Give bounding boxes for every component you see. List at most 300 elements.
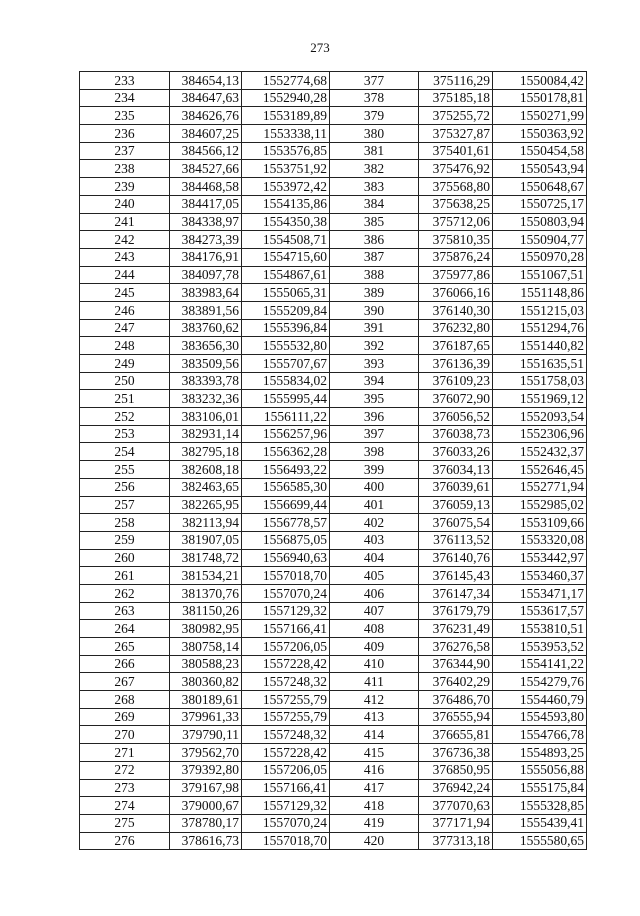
- y-coordinate-cell: 1557228,42: [242, 744, 330, 762]
- point-number-cell: 249: [80, 355, 170, 373]
- x-coordinate-cell: 381907,05: [170, 531, 242, 549]
- page-number: 273: [310, 40, 330, 55]
- point-number-cell: 246: [80, 301, 170, 319]
- x-coordinate-cell: 376075,54: [419, 514, 493, 532]
- table-row: [80, 160, 587, 178]
- y-coordinate-cell: 1551294,76: [493, 319, 587, 337]
- y-coordinate-cell: 1556699,44: [242, 496, 330, 514]
- y-coordinate-cell: 1552646,45: [493, 461, 587, 479]
- y-coordinate-cell: 1552774,68: [242, 72, 330, 90]
- table-row: [80, 266, 587, 284]
- y-coordinate-cell: 1557248,32: [242, 726, 330, 744]
- y-coordinate-cell: 1552093,54: [493, 408, 587, 426]
- table-row: [80, 337, 587, 355]
- table-row: [80, 567, 587, 585]
- table-row: [80, 744, 587, 762]
- point-number-cell: 414: [330, 726, 419, 744]
- table-row: [80, 761, 587, 779]
- y-coordinate-cell: 1555175,84: [493, 779, 587, 797]
- x-coordinate-cell: 378780,17: [170, 814, 242, 832]
- table-row: [80, 779, 587, 797]
- x-coordinate-cell: 381150,26: [170, 602, 242, 620]
- y-coordinate-cell: 1555995,44: [242, 390, 330, 408]
- table-row: [80, 814, 587, 832]
- y-coordinate-cell: 1554593,80: [493, 708, 587, 726]
- x-coordinate-cell: 380982,95: [170, 620, 242, 638]
- point-number-cell: 389: [330, 284, 419, 302]
- x-coordinate-cell: 375476,92: [419, 160, 493, 178]
- x-coordinate-cell: 382265,95: [170, 496, 242, 514]
- x-coordinate-cell: 383891,56: [170, 301, 242, 319]
- table-row: [80, 443, 587, 461]
- point-number-cell: 378: [330, 89, 419, 107]
- x-coordinate-cell: 376231,49: [419, 620, 493, 638]
- point-number-cell: 266: [80, 655, 170, 673]
- point-number-cell: 270: [80, 726, 170, 744]
- x-coordinate-cell: 375327,87: [419, 125, 493, 143]
- point-number-cell: 234: [80, 89, 170, 107]
- point-number-cell: 406: [330, 584, 419, 602]
- table-row: [80, 531, 587, 549]
- point-number-cell: 251: [80, 390, 170, 408]
- table-row: [80, 549, 587, 567]
- table-row: [80, 248, 587, 266]
- x-coordinate-cell: 376179,79: [419, 602, 493, 620]
- y-coordinate-cell: 1555707,67: [242, 355, 330, 373]
- x-coordinate-cell: 382608,18: [170, 461, 242, 479]
- y-coordinate-cell: 1555439,41: [493, 814, 587, 832]
- x-coordinate-cell: 376850,95: [419, 761, 493, 779]
- point-number-cell: 272: [80, 761, 170, 779]
- x-coordinate-cell: 376276,58: [419, 638, 493, 656]
- point-number-cell: 399: [330, 461, 419, 479]
- x-coordinate-cell: 382113,94: [170, 514, 242, 532]
- table-row: [80, 708, 587, 726]
- coordinates-table-body: [80, 72, 587, 850]
- y-coordinate-cell: 1553320,08: [493, 531, 587, 549]
- point-number-cell: 237: [80, 142, 170, 160]
- point-number-cell: 401: [330, 496, 419, 514]
- y-coordinate-cell: 1553751,92: [242, 160, 330, 178]
- point-number-cell: 402: [330, 514, 419, 532]
- x-coordinate-cell: 384647,63: [170, 89, 242, 107]
- x-coordinate-cell: 376056,52: [419, 408, 493, 426]
- point-number-cell: 267: [80, 673, 170, 691]
- x-coordinate-cell: 377171,94: [419, 814, 493, 832]
- x-coordinate-cell: 376140,76: [419, 549, 493, 567]
- x-coordinate-cell: 380189,61: [170, 691, 242, 709]
- point-number-cell: 386: [330, 231, 419, 249]
- y-coordinate-cell: 1550725,17: [493, 195, 587, 213]
- y-coordinate-cell: 1553953,52: [493, 638, 587, 656]
- point-number-cell: 269: [80, 708, 170, 726]
- x-coordinate-cell: 375401,61: [419, 142, 493, 160]
- x-coordinate-cell: 381534,21: [170, 567, 242, 585]
- point-number-cell: 275: [80, 814, 170, 832]
- x-coordinate-cell: 375116,29: [419, 72, 493, 90]
- point-number-cell: 396: [330, 408, 419, 426]
- y-coordinate-cell: 1557129,32: [242, 602, 330, 620]
- x-coordinate-cell: 383760,62: [170, 319, 242, 337]
- y-coordinate-cell: 1556257,96: [242, 425, 330, 443]
- point-number-cell: 256: [80, 478, 170, 496]
- point-number-cell: 384: [330, 195, 419, 213]
- coordinates-table: [79, 71, 587, 850]
- point-number-cell: 404: [330, 549, 419, 567]
- point-number-cell: 392: [330, 337, 419, 355]
- x-coordinate-cell: 381748,72: [170, 549, 242, 567]
- x-coordinate-cell: 382795,18: [170, 443, 242, 461]
- point-number-cell: 252: [80, 408, 170, 426]
- table-row: [80, 514, 587, 532]
- point-number-cell: 395: [330, 390, 419, 408]
- x-coordinate-cell: 376187,65: [419, 337, 493, 355]
- point-number-cell: 409: [330, 638, 419, 656]
- x-coordinate-cell: 382463,65: [170, 478, 242, 496]
- point-number-cell: 258: [80, 514, 170, 532]
- table-row: [80, 301, 587, 319]
- point-number-cell: 235: [80, 107, 170, 125]
- y-coordinate-cell: 1555396,84: [242, 319, 330, 337]
- point-number-cell: 387: [330, 248, 419, 266]
- point-number-cell: 394: [330, 372, 419, 390]
- point-number-cell: 413: [330, 708, 419, 726]
- x-coordinate-cell: 380588,23: [170, 655, 242, 673]
- x-coordinate-cell: 384468,58: [170, 178, 242, 196]
- y-coordinate-cell: 1550970,28: [493, 248, 587, 266]
- x-coordinate-cell: 383106,01: [170, 408, 242, 426]
- x-coordinate-cell: 376109,23: [419, 372, 493, 390]
- x-coordinate-cell: 375876,24: [419, 248, 493, 266]
- point-number-cell: 241: [80, 213, 170, 231]
- x-coordinate-cell: 375185,18: [419, 89, 493, 107]
- y-coordinate-cell: 1556778,57: [242, 514, 330, 532]
- y-coordinate-cell: 1553189,89: [242, 107, 330, 125]
- y-coordinate-cell: 1557206,05: [242, 638, 330, 656]
- y-coordinate-cell: 1552306,96: [493, 425, 587, 443]
- y-coordinate-cell: 1555834,02: [242, 372, 330, 390]
- point-number-cell: 248: [80, 337, 170, 355]
- table-row: [80, 655, 587, 673]
- table-row: [80, 125, 587, 143]
- table-row: [80, 496, 587, 514]
- y-coordinate-cell: 1551440,82: [493, 337, 587, 355]
- point-number-cell: 388: [330, 266, 419, 284]
- x-coordinate-cell: 376736,38: [419, 744, 493, 762]
- y-coordinate-cell: 1557206,05: [242, 761, 330, 779]
- y-coordinate-cell: 1557166,41: [242, 620, 330, 638]
- point-number-cell: 412: [330, 691, 419, 709]
- point-number-cell: 380: [330, 125, 419, 143]
- y-coordinate-cell: 1557018,70: [242, 567, 330, 585]
- point-number-cell: 377: [330, 72, 419, 90]
- y-coordinate-cell: 1550271,99: [493, 107, 587, 125]
- y-coordinate-cell: 1554350,38: [242, 213, 330, 231]
- point-number-cell: 240: [80, 195, 170, 213]
- point-number-cell: 417: [330, 779, 419, 797]
- x-coordinate-cell: 376039,61: [419, 478, 493, 496]
- point-number-cell: 274: [80, 797, 170, 815]
- y-coordinate-cell: 1552432,37: [493, 443, 587, 461]
- point-number-cell: 382: [330, 160, 419, 178]
- point-number-cell: 397: [330, 425, 419, 443]
- y-coordinate-cell: 1553617,57: [493, 602, 587, 620]
- y-coordinate-cell: 1557070,24: [242, 584, 330, 602]
- table-row: [80, 195, 587, 213]
- point-number-cell: 408: [330, 620, 419, 638]
- table-row: [80, 726, 587, 744]
- y-coordinate-cell: 1553576,85: [242, 142, 330, 160]
- point-number-cell: 257: [80, 496, 170, 514]
- x-coordinate-cell: 384417,05: [170, 195, 242, 213]
- x-coordinate-cell: 376034,13: [419, 461, 493, 479]
- y-coordinate-cell: 1550178,81: [493, 89, 587, 107]
- x-coordinate-cell: 384654,13: [170, 72, 242, 90]
- x-coordinate-cell: 379000,67: [170, 797, 242, 815]
- y-coordinate-cell: 1551635,51: [493, 355, 587, 373]
- table-row: [80, 355, 587, 373]
- table-row: [80, 372, 587, 390]
- y-coordinate-cell: 1555532,80: [242, 337, 330, 355]
- point-number-cell: 271: [80, 744, 170, 762]
- y-coordinate-cell: 1551215,03: [493, 301, 587, 319]
- x-coordinate-cell: 379790,11: [170, 726, 242, 744]
- table-row: [80, 797, 587, 815]
- point-number-cell: 398: [330, 443, 419, 461]
- point-number-cell: 253: [80, 425, 170, 443]
- y-coordinate-cell: 1557255,79: [242, 708, 330, 726]
- y-coordinate-cell: 1554715,60: [242, 248, 330, 266]
- point-number-cell: 419: [330, 814, 419, 832]
- x-coordinate-cell: 376066,16: [419, 284, 493, 302]
- y-coordinate-cell: 1550454,58: [493, 142, 587, 160]
- x-coordinate-cell: 379167,98: [170, 779, 242, 797]
- point-number-cell: 385: [330, 213, 419, 231]
- table-row: [80, 478, 587, 496]
- point-number-cell: 420: [330, 832, 419, 850]
- y-coordinate-cell: 1552771,94: [493, 478, 587, 496]
- table-row: [80, 284, 587, 302]
- y-coordinate-cell: 1553810,51: [493, 620, 587, 638]
- y-coordinate-cell: 1556875,05: [242, 531, 330, 549]
- point-number-cell: 415: [330, 744, 419, 762]
- point-number-cell: 390: [330, 301, 419, 319]
- point-number-cell: 393: [330, 355, 419, 373]
- y-coordinate-cell: 1550648,67: [493, 178, 587, 196]
- table-row: [80, 461, 587, 479]
- x-coordinate-cell: 384273,39: [170, 231, 242, 249]
- x-coordinate-cell: 383656,30: [170, 337, 242, 355]
- x-coordinate-cell: 379392,80: [170, 761, 242, 779]
- x-coordinate-cell: 382931,14: [170, 425, 242, 443]
- x-coordinate-cell: 384338,97: [170, 213, 242, 231]
- y-coordinate-cell: 1550084,42: [493, 72, 587, 90]
- y-coordinate-cell: 1554867,61: [242, 266, 330, 284]
- point-number-cell: 276: [80, 832, 170, 850]
- point-number-cell: 411: [330, 673, 419, 691]
- x-coordinate-cell: 375712,06: [419, 213, 493, 231]
- x-coordinate-cell: 375568,80: [419, 178, 493, 196]
- y-coordinate-cell: 1554279,76: [493, 673, 587, 691]
- y-coordinate-cell: 1556493,22: [242, 461, 330, 479]
- point-number-cell: 261: [80, 567, 170, 585]
- point-number-cell: 263: [80, 602, 170, 620]
- table-row: [80, 673, 587, 691]
- table-row: [80, 107, 587, 125]
- y-coordinate-cell: 1552940,28: [242, 89, 330, 107]
- point-number-cell: 262: [80, 584, 170, 602]
- y-coordinate-cell: 1550803,94: [493, 213, 587, 231]
- x-coordinate-cell: 376033,26: [419, 443, 493, 461]
- table-row: [80, 638, 587, 656]
- point-number-cell: 379: [330, 107, 419, 125]
- point-number-cell: 418: [330, 797, 419, 815]
- point-number-cell: 410: [330, 655, 419, 673]
- point-number-cell: 400: [330, 478, 419, 496]
- y-coordinate-cell: 1557248,32: [242, 673, 330, 691]
- x-coordinate-cell: 376655,81: [419, 726, 493, 744]
- x-coordinate-cell: 381370,76: [170, 584, 242, 602]
- x-coordinate-cell: 376038,73: [419, 425, 493, 443]
- point-number-cell: 236: [80, 125, 170, 143]
- y-coordinate-cell: 1550904,77: [493, 231, 587, 249]
- x-coordinate-cell: 383509,56: [170, 355, 242, 373]
- point-number-cell: 250: [80, 372, 170, 390]
- point-number-cell: 273: [80, 779, 170, 797]
- table-row: [80, 602, 587, 620]
- y-coordinate-cell: 1550543,94: [493, 160, 587, 178]
- y-coordinate-cell: 1553471,17: [493, 584, 587, 602]
- y-coordinate-cell: 1553109,66: [493, 514, 587, 532]
- x-coordinate-cell: 384626,76: [170, 107, 242, 125]
- point-number-cell: 244: [80, 266, 170, 284]
- y-coordinate-cell: 1551969,12: [493, 390, 587, 408]
- x-coordinate-cell: 377070,63: [419, 797, 493, 815]
- point-number-cell: 238: [80, 160, 170, 178]
- x-coordinate-cell: 384527,66: [170, 160, 242, 178]
- y-coordinate-cell: 1554893,25: [493, 744, 587, 762]
- x-coordinate-cell: 376145,43: [419, 567, 493, 585]
- table-row: [80, 72, 587, 90]
- point-number-cell: 245: [80, 284, 170, 302]
- x-coordinate-cell: 376232,80: [419, 319, 493, 337]
- x-coordinate-cell: 376486,70: [419, 691, 493, 709]
- table-row: [80, 691, 587, 709]
- y-coordinate-cell: 1553460,37: [493, 567, 587, 585]
- x-coordinate-cell: 383232,36: [170, 390, 242, 408]
- x-coordinate-cell: 384176,91: [170, 248, 242, 266]
- x-coordinate-cell: 383393,78: [170, 372, 242, 390]
- x-coordinate-cell: 384097,78: [170, 266, 242, 284]
- point-number-cell: 255: [80, 461, 170, 479]
- y-coordinate-cell: 1556362,28: [242, 443, 330, 461]
- y-coordinate-cell: 1557228,42: [242, 655, 330, 673]
- x-coordinate-cell: 384566,12: [170, 142, 242, 160]
- x-coordinate-cell: 376147,34: [419, 584, 493, 602]
- y-coordinate-cell: 1552985,02: [493, 496, 587, 514]
- x-coordinate-cell: 376136,39: [419, 355, 493, 373]
- table-row: [80, 142, 587, 160]
- x-coordinate-cell: 377313,18: [419, 832, 493, 850]
- table-row: [80, 832, 587, 850]
- point-number-cell: 233: [80, 72, 170, 90]
- x-coordinate-cell: 375638,25: [419, 195, 493, 213]
- table-row: [80, 390, 587, 408]
- table-row: [80, 620, 587, 638]
- x-coordinate-cell: 376402,29: [419, 673, 493, 691]
- y-coordinate-cell: 1555209,84: [242, 301, 330, 319]
- point-number-cell: 391: [330, 319, 419, 337]
- x-coordinate-cell: 376942,24: [419, 779, 493, 797]
- point-number-cell: 407: [330, 602, 419, 620]
- y-coordinate-cell: 1557166,41: [242, 779, 330, 797]
- table-row: [80, 584, 587, 602]
- y-coordinate-cell: 1554508,71: [242, 231, 330, 249]
- point-number-cell: 268: [80, 691, 170, 709]
- point-number-cell: 405: [330, 567, 419, 585]
- table-row: [80, 425, 587, 443]
- x-coordinate-cell: 384607,25: [170, 125, 242, 143]
- point-number-cell: 403: [330, 531, 419, 549]
- y-coordinate-cell: 1557018,70: [242, 832, 330, 850]
- point-number-cell: 254: [80, 443, 170, 461]
- y-coordinate-cell: 1555580,65: [493, 832, 587, 850]
- x-coordinate-cell: 383983,64: [170, 284, 242, 302]
- y-coordinate-cell: 1551067,51: [493, 266, 587, 284]
- y-coordinate-cell: 1554460,79: [493, 691, 587, 709]
- x-coordinate-cell: 378616,73: [170, 832, 242, 850]
- point-number-cell: 416: [330, 761, 419, 779]
- table-row: [80, 89, 587, 107]
- x-coordinate-cell: 376140,30: [419, 301, 493, 319]
- table-row: [80, 231, 587, 249]
- x-coordinate-cell: 375810,35: [419, 231, 493, 249]
- y-coordinate-cell: 1557070,24: [242, 814, 330, 832]
- point-number-cell: 260: [80, 549, 170, 567]
- x-coordinate-cell: 376072,90: [419, 390, 493, 408]
- y-coordinate-cell: 1556111,22: [242, 408, 330, 426]
- point-number-cell: 243: [80, 248, 170, 266]
- point-number-cell: 242: [80, 231, 170, 249]
- x-coordinate-cell: 380758,14: [170, 638, 242, 656]
- table-row: [80, 178, 587, 196]
- y-coordinate-cell: 1550363,92: [493, 125, 587, 143]
- y-coordinate-cell: 1555056,88: [493, 761, 587, 779]
- y-coordinate-cell: 1554141,22: [493, 655, 587, 673]
- point-number-cell: 247: [80, 319, 170, 337]
- x-coordinate-cell: 379562,70: [170, 744, 242, 762]
- y-coordinate-cell: 1556940,63: [242, 549, 330, 567]
- point-number-cell: 239: [80, 178, 170, 196]
- y-coordinate-cell: 1557129,32: [242, 797, 330, 815]
- point-number-cell: 259: [80, 531, 170, 549]
- y-coordinate-cell: 1554135,86: [242, 195, 330, 213]
- x-coordinate-cell: 376113,52: [419, 531, 493, 549]
- x-coordinate-cell: 376344,90: [419, 655, 493, 673]
- point-number-cell: 264: [80, 620, 170, 638]
- y-coordinate-cell: 1557255,79: [242, 691, 330, 709]
- y-coordinate-cell: 1553972,42: [242, 178, 330, 196]
- x-coordinate-cell: 376059,13: [419, 496, 493, 514]
- y-coordinate-cell: 1555328,85: [493, 797, 587, 815]
- x-coordinate-cell: 375977,86: [419, 266, 493, 284]
- y-coordinate-cell: 1551758,03: [493, 372, 587, 390]
- x-coordinate-cell: 376555,94: [419, 708, 493, 726]
- x-coordinate-cell: 375255,72: [419, 107, 493, 125]
- table-row: [80, 319, 587, 337]
- y-coordinate-cell: 1551148,86: [493, 284, 587, 302]
- y-coordinate-cell: 1553338,11: [242, 125, 330, 143]
